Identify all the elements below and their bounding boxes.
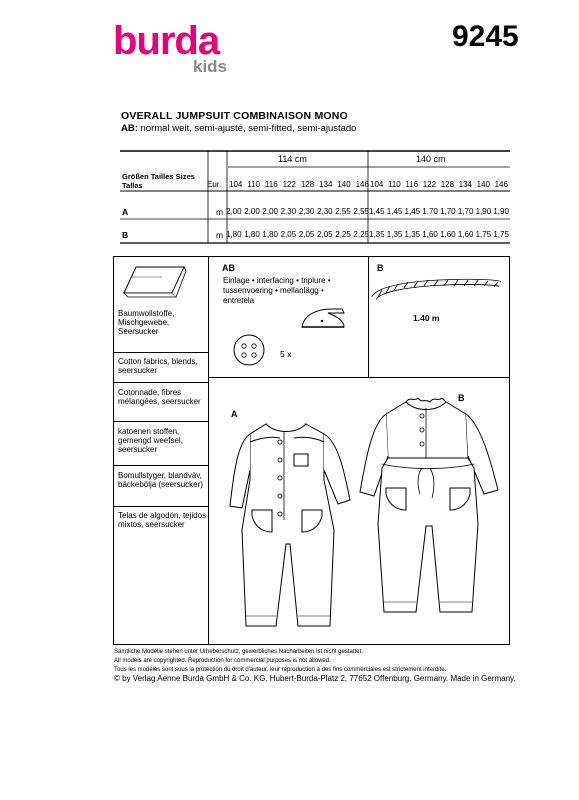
size-cell: 122 — [282, 180, 296, 189]
yardage-cell: 1,70 — [440, 207, 456, 216]
cord-length: 1.40 m — [413, 313, 440, 323]
fabric-text-sv: Bomullstyger, blandväv, bäckebölja (seersucker) — [118, 471, 203, 489]
size-cell: 146 — [494, 180, 508, 189]
yardage-cell: 1,70 — [457, 207, 474, 216]
size-cell: 104 — [370, 180, 384, 189]
yardage-cell: 1,60 — [422, 230, 438, 239]
row-a-140-values — [369, 207, 509, 216]
interfacing-text: Einlage • interfacing • triplure • tussenvoering • mellanlägg • entretela — [223, 276, 331, 305]
yardage-cell: 1,35 — [369, 230, 385, 239]
row-b-unit: m — [216, 230, 224, 240]
yardage-cell: 2,00 — [262, 207, 278, 216]
fit-label: AB: — [121, 123, 138, 134]
size-cell: 128 — [440, 180, 455, 189]
sizes-header-label — [122, 172, 195, 190]
yardage-cell: 1,35 — [404, 230, 421, 239]
view-a-label: A — [231, 409, 238, 419]
fabric-text-es: Telas de algodón, tejidos mixtos, seersucker — [118, 511, 207, 529]
yardage-cell: 2,00 — [226, 207, 242, 216]
size-cell: 116 — [405, 180, 419, 189]
size-cell: 122 — [422, 180, 437, 189]
legal-line-de: Sämtliche Modelle stehen unter Urheberschutz, gewerbliches Nacharbeiten ist nicht gestattet. — [114, 649, 363, 655]
jumpsuit-a-drawing — [220, 420, 360, 632]
burda-kids-logo — [113, 18, 243, 76]
fabric-divider — [114, 506, 208, 507]
notions-divider — [368, 256, 369, 378]
yardage-cell: 1,70 — [422, 207, 438, 216]
yardage-cell: 2,05 — [280, 230, 297, 239]
yardage-cell: 1,80 — [244, 230, 260, 239]
yardage-cell: 1,60 — [457, 230, 474, 239]
yardage-cell: 1,60 — [440, 230, 456, 239]
copyright-line: © by Verlag Aenne Burda GmbH & Co. KG, Hubert-Burda-Platz 2, 77652 Offenburg, Germany. Made in Germany. — [114, 674, 516, 683]
pattern-number: 9245 — [452, 20, 519, 53]
fabric-text-fr: Cotonnade, fibres mélangées, seersucker — [118, 388, 201, 406]
fabric-text-nl: katoenen stoffen, gemengd weefsel, seersucker — [118, 427, 183, 454]
sizes-row-114 — [229, 180, 369, 189]
notions-ab-label: AB — [222, 263, 235, 273]
fit-description — [121, 123, 356, 134]
width-140-header: 140 cm — [416, 154, 446, 164]
yardage-cell: 2,05 — [298, 230, 315, 239]
jumpsuit-b-drawing — [358, 398, 506, 630]
size-cell: 110 — [247, 180, 261, 189]
yardage-cell: 2,25 — [335, 230, 351, 239]
legal-line-en: All models are copyrighted. Reproduction for commercial purposes is not allowed. — [114, 658, 331, 664]
fabric-recommendations — [113, 256, 209, 645]
row-a-114-values — [226, 207, 369, 216]
size-cell: 140 — [337, 180, 351, 189]
iron-icon — [298, 303, 348, 333]
view-b-label: B — [458, 393, 465, 403]
sizes-label-line1: Größen Tailles Sizes — [122, 172, 195, 181]
yardage-cell: 2,55 — [335, 207, 351, 216]
yardage-cell: 1,80 — [262, 230, 278, 239]
size-cell: 140 — [476, 180, 490, 189]
row-b-140-values — [369, 230, 509, 239]
yardage-cell: 1,75 — [475, 230, 492, 239]
size-cell: 116 — [264, 180, 278, 189]
yardage-cell: 1,90 — [493, 207, 509, 216]
yardage-cell: 2,25 — [353, 230, 369, 239]
row-a-unit: m — [216, 207, 224, 217]
notions-b-label: B — [377, 263, 384, 273]
size-cell: 134 — [319, 180, 333, 189]
sizes-row-140 — [370, 180, 508, 189]
yardage-cell: 1,35 — [386, 230, 403, 239]
yardage-cell: 2,30 — [317, 207, 333, 216]
row-b-view: B — [122, 230, 129, 240]
brand-wordmark: burda — [113, 19, 220, 63]
row-a-view: A — [122, 207, 129, 217]
legal-notice — [114, 648, 446, 675]
fit-text: normal weit, semi-ajusté, semi-fitted, semi-ajustado — [140, 123, 357, 134]
fabric-divider — [114, 382, 208, 383]
yardage-cell: 2,05 — [317, 230, 333, 239]
pattern-title: OVERALL JUMPSUIT COMBINAISON MONO — [121, 110, 348, 122]
size-cell: 128 — [300, 180, 315, 189]
yardage-cell: 2,00 — [244, 207, 260, 216]
width-114-header: 114 cm — [278, 154, 307, 164]
yardage-cell: 2,30 — [298, 207, 315, 216]
yardage-cell: 1,90 — [475, 207, 492, 216]
yardage-cell: 1,80 — [226, 230, 242, 239]
yardage-cell: 1,45 — [404, 207, 421, 216]
fabric-divider — [114, 465, 208, 466]
yardage-cell: 2,55 — [353, 207, 369, 216]
size-cell: 146 — [355, 180, 369, 189]
row-b-114-values — [226, 230, 369, 239]
size-cell: 134 — [458, 180, 473, 189]
size-cell: 110 — [387, 180, 401, 189]
size-cell: 104 — [229, 180, 243, 189]
fabric-text-de: Baumwollstoffe, Mischgewebe, Seersucker — [118, 309, 175, 336]
yardage-cell: 2,30 — [280, 207, 297, 216]
sub-brand-wordmark: kids — [193, 57, 228, 76]
sizes-label-line2: Tallas — [122, 181, 143, 190]
yardage-cell: 1,45 — [369, 207, 385, 216]
fabric-divider — [114, 352, 208, 353]
yardage-cell: 1,75 — [493, 230, 509, 239]
fabric-text-en: Cotton fabrics, blends, seersucker — [118, 357, 198, 375]
eur-label: Eur. — [207, 180, 222, 189]
fabric-swatch-icon — [122, 263, 188, 303]
yardage-cell: 1,45 — [386, 207, 403, 216]
legal-line-fr: Tous les modèles sont sous la protection du droit d'auteur, leur reproduction à des fins commerciales est strictement interdite. — [114, 667, 447, 673]
fabric-divider — [114, 421, 208, 422]
buttons-count: 5 x — [280, 349, 292, 359]
cord-icon — [370, 276, 506, 306]
button-icon — [232, 333, 266, 367]
